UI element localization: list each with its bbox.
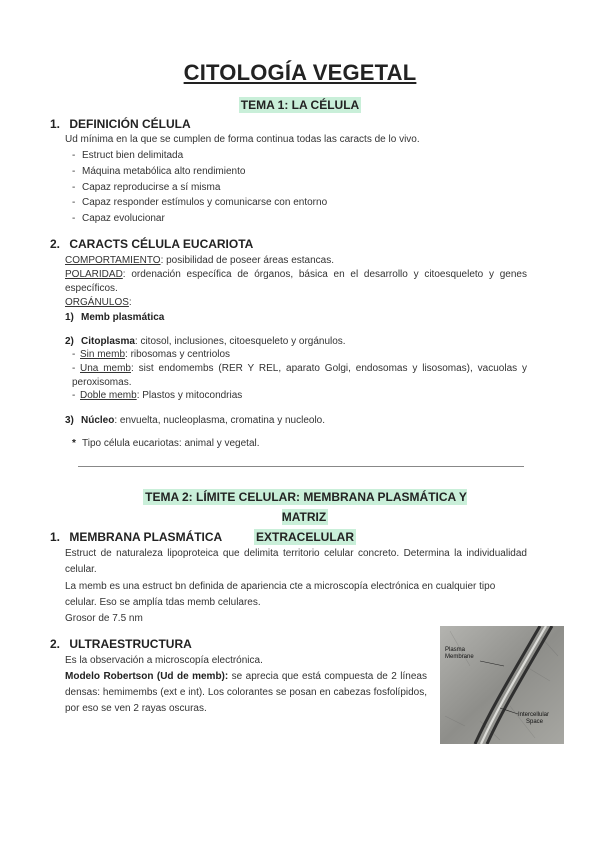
section-title: DEFINICIÓN CÉLULA [69, 117, 191, 131]
list-item: - Máquina metabólica alto rendimiento [72, 165, 246, 177]
section-divider [78, 466, 524, 467]
section-number: 1. [50, 530, 61, 544]
organulo-membrana: 1) Memb plasmática [65, 312, 165, 323]
section-number: 2. [50, 637, 61, 651]
micrograph-label-membrane: Plasma [445, 647, 466, 653]
list-item: - Capaz reproducirse a sí misma [72, 181, 221, 193]
section-definicion-intro: Ud mínima en la que se cumplen de forma continua todas las caracts de lo vivo. [65, 134, 420, 145]
organulo-nucleo: 3) Núcleo: envuelta, nucleoplasma, cromatina y nucleolo. [65, 415, 326, 426]
comportamiento-line: COMPORTAMIENTO: posibilidad de poseer áreas estancas. [65, 255, 335, 266]
ultraestructura-intro: Es la observación a microscopía electrónica. [65, 655, 263, 666]
micrograph-label-intercellular: Intercellular [518, 712, 550, 718]
membrana-grosor: Grosor de 7.5 nm [65, 613, 143, 624]
micrograph-graphic [440, 626, 564, 744]
list-item: - Estruct bien delimitada [72, 150, 184, 161]
citoplasma-doble-memb: - Doble memb: Plastos y mitocondrias [72, 390, 243, 401]
modelo-robertson-paragraph: Modelo Robertson (Ud de memb): se aprecia que está compuesta de 2 líneas densas: hemimembs (ext e int). Los colorantes se posan en cabezas fosfolípidos, por eso se ven 2 rayas oscuras. [65, 671, 427, 714]
polaridad-paragraph: POLARIDAD: ordenación específica de órganos, básica en el desarrollo y citoesqueleto y genes específicos. [65, 269, 527, 294]
membrana-paragraph-2: La memb es una estruct bn definida de apariencia cte a microscopía electrónica en cualquier tipo celular. Eso se amplía tdas memb celulares. [65, 581, 496, 608]
organulo-citoplasma: 2) Citoplasma: citosol, inclusiones, citoesqueleto y orgánulos. [65, 336, 346, 347]
section-number: 1. [50, 117, 61, 131]
section-ultraestructura-heading [50, 637, 192, 651]
tema2-highlight-line2: EXTRACELULAR [256, 530, 354, 544]
membrane-micrograph-image [440, 626, 564, 744]
tema2-highlight-line1: TEMA 2: LÍMITE CELULAR: MEMBRANA PLASMÁTICA Y MATRIZ [145, 490, 467, 524]
section-definicion-heading [50, 117, 191, 131]
organulos-label: ORGÁNULOS: [65, 297, 132, 308]
citoplasma-sin-memb: - Sin memb: ribosomas y centriolos [72, 349, 231, 360]
definicion-list [72, 148, 552, 227]
list-item: - Capaz responder estímulos y comunicarse con entorno [72, 197, 328, 209]
section-membrana-heading [50, 530, 222, 544]
micrograph-label-space: Space [526, 719, 544, 725]
micrograph-label-membrane-2: Membrane [445, 654, 474, 660]
section-number: 2. [50, 237, 61, 251]
section-title: ULTRAESTRUCTURA [69, 637, 192, 651]
section-title: MEMBRANA PLASMÁTICA [69, 530, 223, 544]
page-title: CITOLOGÍA VEGETAL [183, 60, 417, 85]
section-title: CARACTS CÉLULA EUCARIOTA [69, 237, 254, 251]
tema1-highlight: TEMA 1: LA CÉLULA [240, 98, 360, 112]
citoplasma-una-memb: - Una memb: sist endomembs (RER Y REL, aparato Golgi, endosomas y lisosomas), vacuolas y peroxisomas. [72, 363, 527, 388]
tema1-heading [0, 97, 600, 113]
eucariota-note: * Tipo célula eucariotas: animal y vegetal. [72, 438, 260, 449]
list-item: - Capaz evolucionar [72, 213, 165, 225]
section-eucariota-heading [50, 237, 253, 251]
membrana-paragraph-1: Estruct de naturaleza lipoproteica que delimita territorio celular concreto. Determina la individualidad celular. [65, 548, 527, 575]
